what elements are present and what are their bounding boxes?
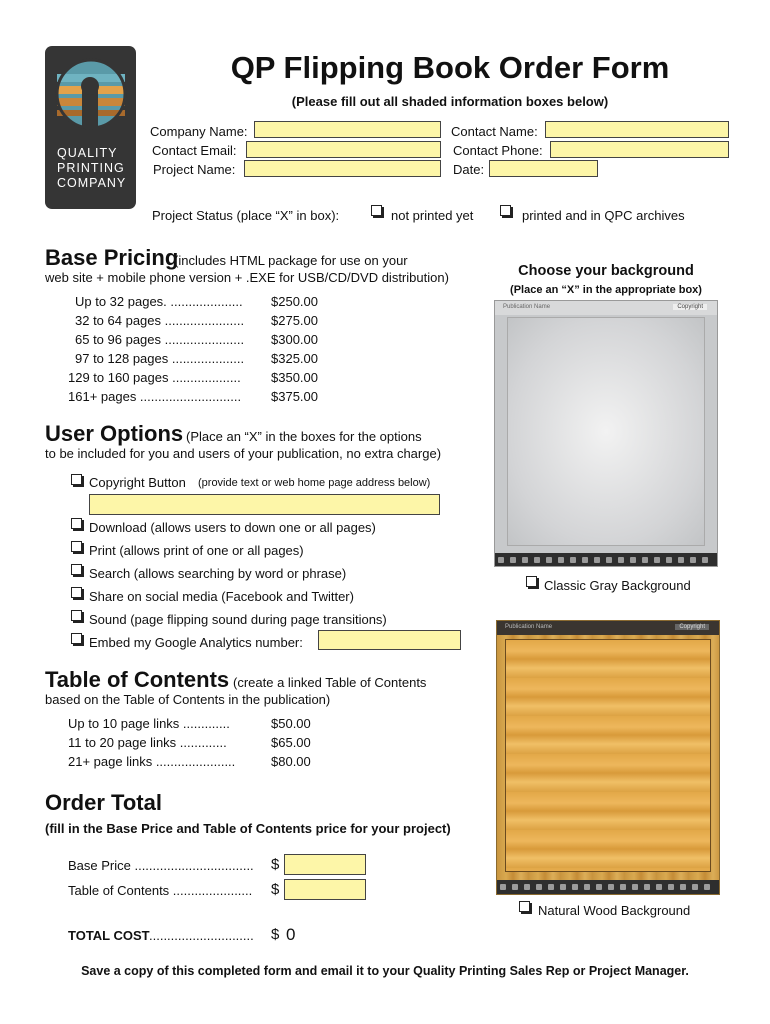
natural-wood-label: Natural Wood Background (538, 903, 691, 918)
form-title: QP Flipping Book Order Form (230, 50, 670, 85)
price-row-label: 129 to 160 pages ................... (68, 370, 241, 385)
contact-name-label: Contact Name: (451, 124, 538, 139)
price-row-label: 97 to 128 pages .................... (75, 351, 245, 366)
printed-archives-checkbox[interactable] (500, 205, 511, 216)
base-pricing-desc: (includes HTML package for use on your (174, 253, 408, 268)
price-row-value: $250.00 (271, 294, 318, 309)
not-printed-checkbox[interactable] (371, 205, 382, 216)
user-options-desc: (Place an “X” in the boxes for the options (186, 429, 422, 444)
preview-publication-name: Publication Name (505, 624, 553, 630)
total-cost-dots: ............................. (149, 928, 254, 943)
natural-wood-preview (496, 620, 720, 895)
not-printed-label: not printed yet (391, 208, 474, 223)
contact-name-field[interactable] (545, 121, 729, 138)
base-price-field[interactable] (284, 854, 366, 875)
dollar-sign: $ (271, 856, 280, 873)
project-name-field[interactable] (244, 160, 441, 177)
logo-text-line: PRINTING (57, 161, 125, 175)
print-checkbox[interactable] (71, 541, 82, 552)
form-subtitle: (Please fill out all shaded information boxes below) (291, 94, 609, 109)
toc-row-value: $65.00 (271, 735, 311, 750)
total-cost-value: 0 (286, 925, 296, 944)
toc-row-value: $50.00 (271, 716, 311, 731)
preview-publication-name: Publication Name (503, 304, 551, 310)
download-checkbox[interactable] (71, 518, 82, 529)
copyright-checkbox[interactable] (71, 474, 82, 485)
toc-heading: Table of Contents (45, 667, 230, 692)
footer-instructions: Save a copy of this completed form and email it to your Quality Printing Sales Rep or Project Manager. (81, 964, 689, 978)
price-row-value: $350.00 (271, 370, 318, 385)
classic-gray-checkbox[interactable] (526, 576, 537, 587)
toc-row-label: 21+ page links ...................... (68, 754, 236, 769)
contact-email-field[interactable] (246, 141, 441, 158)
date-field[interactable] (489, 160, 598, 177)
logo-text-line: COMPANY (57, 176, 127, 190)
preview-copyright-button: Copyright (675, 624, 709, 630)
natural-wood-checkbox[interactable] (519, 901, 530, 912)
search-label: Search (allows searching by word or phrase) (89, 566, 347, 581)
toc-price-field[interactable] (284, 879, 366, 900)
company-name-label: Company Name: (150, 124, 248, 139)
preview-page-area (507, 317, 705, 546)
analytics-label: Embed my Google Analytics number: (89, 635, 303, 650)
analytics-number-field[interactable] (318, 630, 461, 650)
price-row-value: $325.00 (271, 351, 318, 366)
order-total-desc: (fill in the Base Price and Table of Contents price for your project) (45, 821, 451, 836)
print-label: Print (allows print of one or all pages) (89, 543, 304, 558)
project-status-label: Project Status (place “X” in box): (152, 208, 340, 223)
base-price-label: Base Price ................................. (68, 858, 254, 873)
contact-phone-field[interactable] (550, 141, 729, 158)
base-pricing-heading: Base Pricing (45, 245, 179, 270)
sound-checkbox[interactable] (71, 610, 82, 621)
price-row-value: $300.00 (271, 332, 318, 347)
share-label: Share on social media (Facebook and Twitter) (89, 589, 354, 604)
copyright-label: Copyright Button (89, 475, 186, 490)
logo-mark-icon (45, 46, 136, 146)
toc-desc: (create a linked Table of Contents (233, 675, 427, 690)
user-options-desc: to be included for you and users of your publication, no extra charge) (45, 446, 442, 461)
company-name-field[interactable] (254, 121, 441, 138)
toc-price-label: Table of Contents ...................... (68, 883, 253, 898)
price-row-label: 32 to 64 pages ...................... (75, 313, 245, 328)
project-name-label: Project Name: (153, 162, 236, 177)
company-logo (45, 46, 136, 209)
logo-text-line: QUALITY (57, 146, 118, 160)
price-row-label: 161+ pages ............................ (68, 389, 242, 404)
price-row-label: Up to 32 pages. .................... (75, 294, 243, 309)
background-heading: Choose your background (518, 263, 694, 279)
analytics-checkbox[interactable] (71, 633, 82, 644)
classic-gray-label: Classic Gray Background (544, 578, 691, 593)
preview-copyright-button: Copyright (673, 304, 707, 310)
price-row-value: $375.00 (271, 389, 318, 404)
toc-desc: based on the Table of Contents in the publication) (45, 692, 331, 707)
dollar-sign: $ (271, 881, 280, 898)
price-row-label: 65 to 96 pages ...................... (75, 332, 245, 347)
toc-row-value: $80.00 (271, 754, 311, 769)
copyright-note: (provide text or web home page address below) (198, 477, 431, 489)
toc-row-label: Up to 10 page links ............. (68, 716, 230, 731)
classic-gray-preview (494, 300, 718, 567)
toc-row-label: 11 to 20 page links ............. (68, 735, 227, 750)
dollar-sign: $ (271, 926, 280, 943)
user-options-heading: User Options (45, 421, 184, 446)
download-label: Download (allows users to down one or all pages) (89, 520, 376, 535)
total-cost-label: TOTAL COST (68, 928, 150, 943)
date-label: Date: (453, 162, 485, 177)
share-checkbox[interactable] (71, 587, 82, 598)
copyright-text-field[interactable] (89, 494, 440, 515)
preview-control-bar (495, 553, 717, 566)
sound-label: Sound (page flipping sound during page transitions) (89, 612, 387, 627)
contact-email-label: Contact Email: (152, 143, 237, 158)
order-total-heading: Order Total (45, 790, 162, 815)
price-row-value: $275.00 (271, 313, 318, 328)
contact-phone-label: Contact Phone: (453, 143, 543, 158)
preview-control-bar (497, 880, 719, 894)
preview-page-area (505, 639, 711, 872)
background-note: (Place an “X” in the appropriate box) (510, 284, 702, 296)
search-checkbox[interactable] (71, 564, 82, 575)
printed-archives-label: printed and in QPC archives (522, 208, 685, 223)
base-pricing-desc: web site + mobile phone version + .EXE for USB/CD/DVD distribution) (45, 270, 449, 285)
